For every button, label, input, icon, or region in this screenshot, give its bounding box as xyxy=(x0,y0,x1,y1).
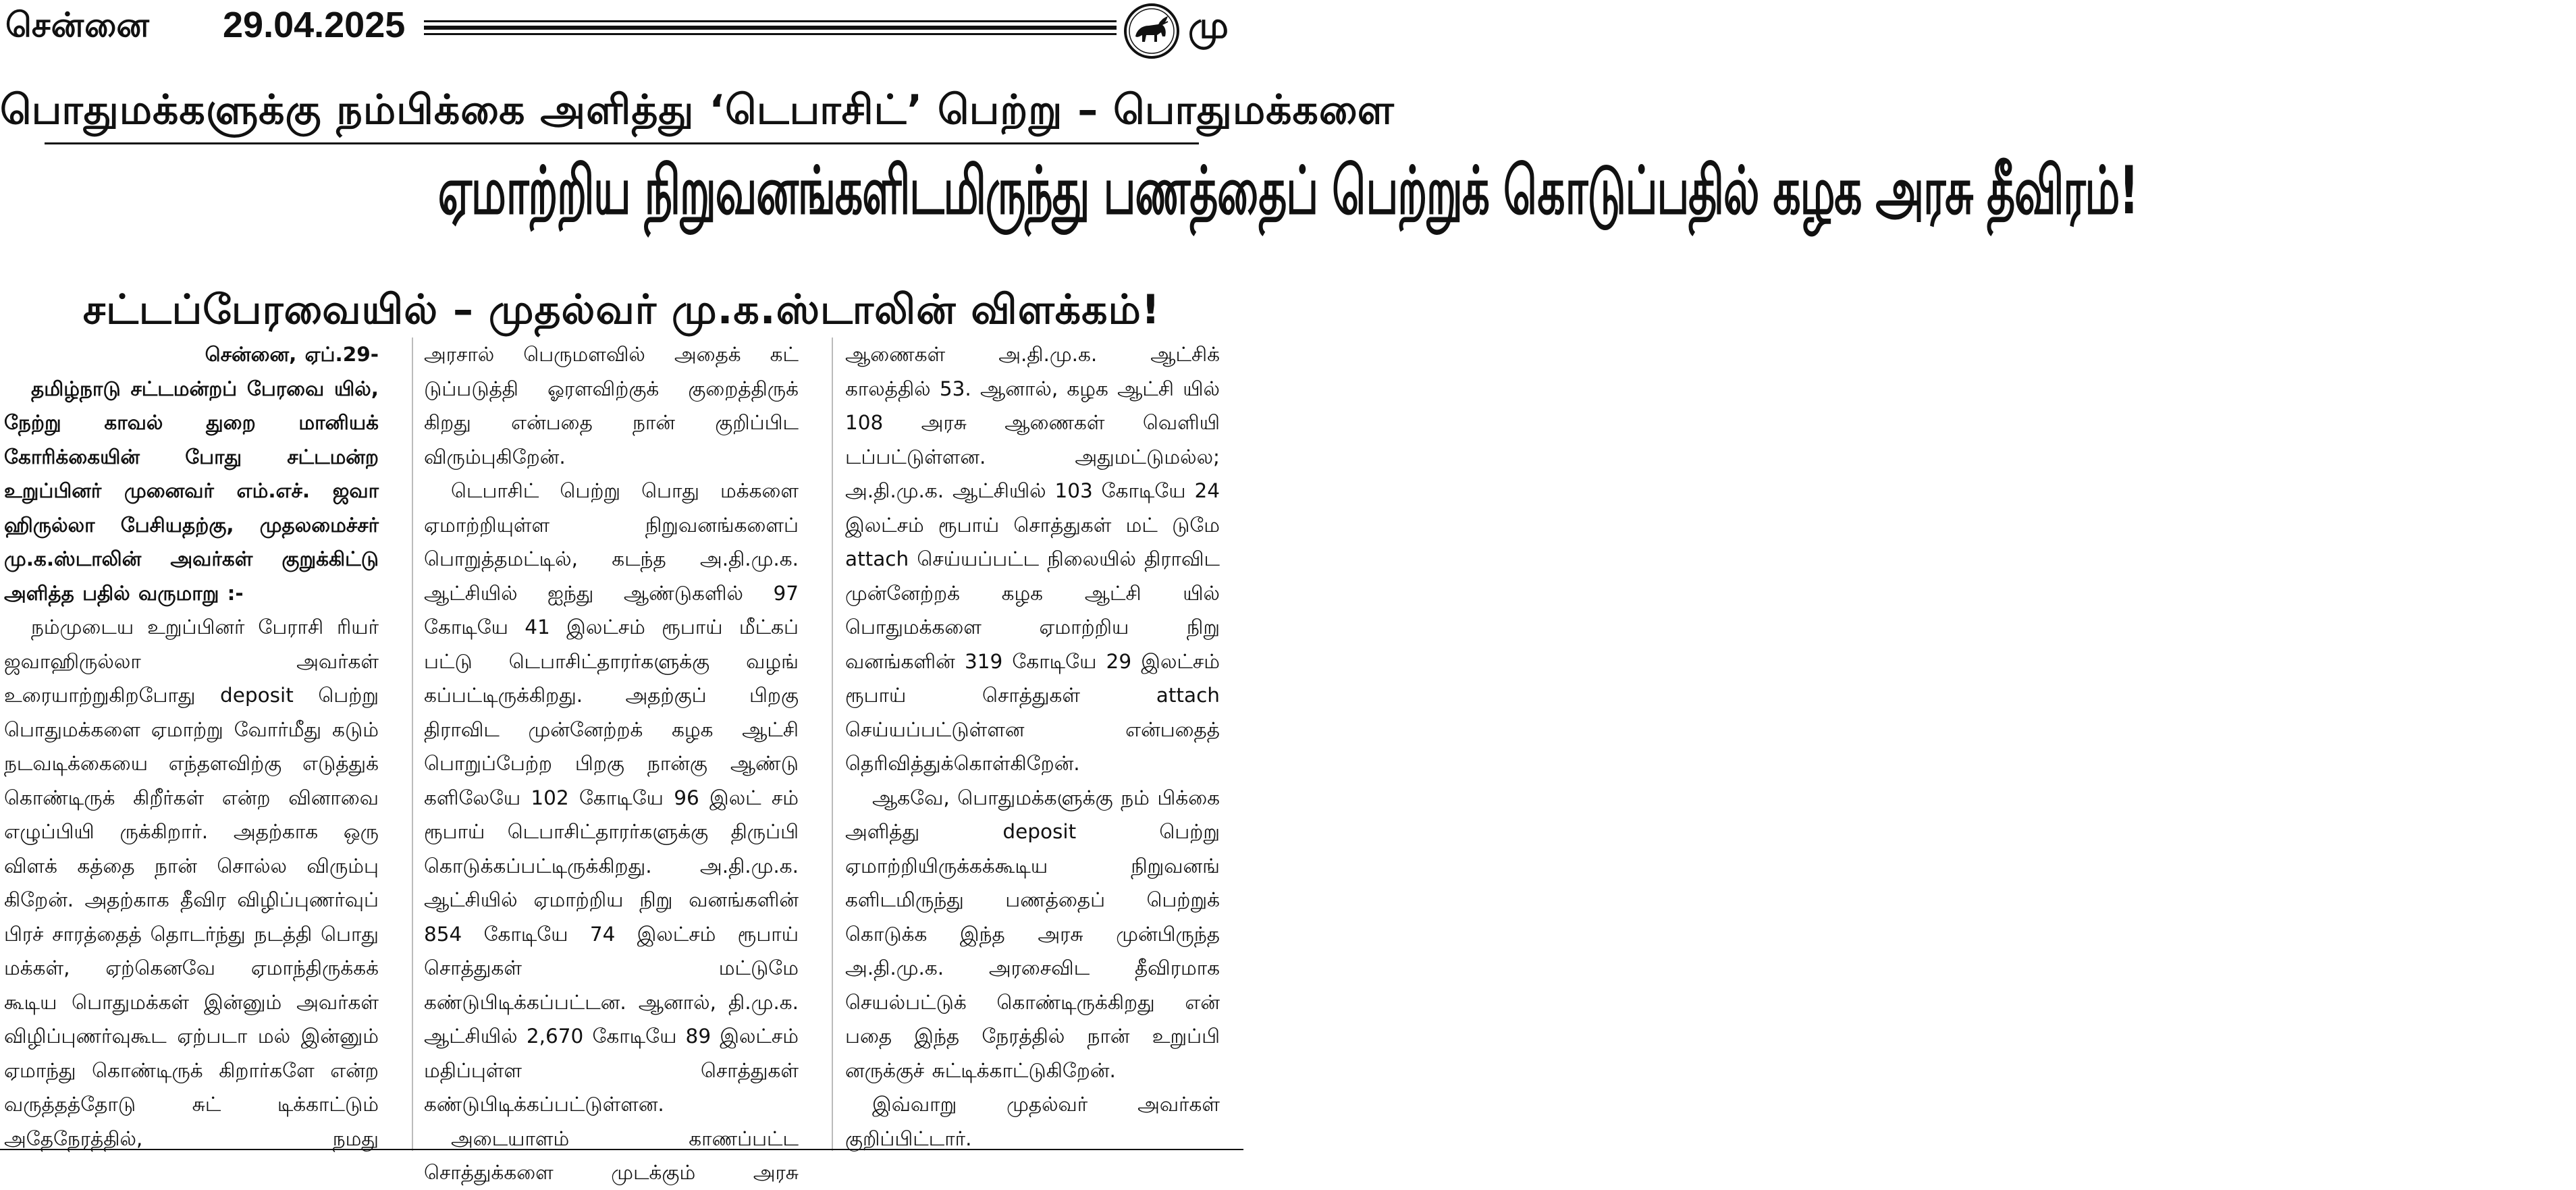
headline-deck-3: சட்டப்பேரவையில் – முதல்வர் மு.க.ஸ்டாலின் விளக்கம்! xyxy=(82,286,1161,333)
article-dateline: சென்னை, ஏப்.29- xyxy=(205,343,379,366)
article-paragraph: ஆகவே, பொதுமக்களுக்கு நம் பிக்கை அளித்து deposit பெற்று ஏமாற்றியிருக்கக்கூடிய நிறுவனங் களிடமிருந்து பணத்தைப் பெற்றுக் கொடுக்க இந்த அரசு முன்பிருந்த அ.தி.மு.க. அரசைவிட தீவிரமாக செயல்பட்டுக் கொண்டிருக்கிறது என் பதை இந்த நேரத்தில் நான் உறுப்பி னருக்குச் சுட்டிக்காட்டுகிறேன். xyxy=(845,786,1220,1082)
column-divider xyxy=(412,337,413,1151)
article-column-1 xyxy=(4,337,379,1156)
article-paragraph: இவ்வாறு முதல்வர் அவர்கள் குறிப்பிட்டார். xyxy=(845,1093,1220,1150)
masthead-date: 29.04.2025 xyxy=(223,5,406,45)
masthead-place: சென்னை xyxy=(5,5,150,45)
headline-deck-1: பொதுமக்களுக்கு நம்பிக்கை அளித்து ‘டெபாசிட்’ பெற்று – பொதுமக்களை xyxy=(0,86,1395,134)
article-paragraph: அரசால் பெருமளவில் அதைக் கட் டுப்படுத்தி ஓரளவிற்குக் குறைத்திருக் கிறது என்பதை நான் குறிப்பிட விரும்புகிறேன். xyxy=(424,343,799,468)
article-paragraph: நம்முடைய உறுப்பினர் பேராசி ரியர் ஜவாஹிருல்லா அவர்கள் உரையாற்றுகிறபோது deposit பெற்று பொதுமக்களை ஏமாற்று வோர்மீது கடும் நடவடிக்கையை எந்தளவிற்கு எடுத்துக் கொண்டிருக் கிறீர்கள் என்ற வினாவை எழுப்பியி ருக்கிறார். அதற்காக ஒரு விளக் கத்தை நான் சொல்ல விரும்பு கிறேன். அதற்காக தீவிர விழிப்புணர்வுப் பிரச் சாரத்தைத் தொடர்ந்து நடத்தி பொது மக்கள், ஏற்கெனவே ஏமாந்திருக்கக் கூடிய பொதுமக்கள் இன்னும் அவர்கள் விழிப்புணர்வுகூட ஏற்படா மல் இன்னும் ஏமாந்து கொண்டிருக் கிறார்களே என்ற வருத்தத்தோடு சுட் டிக்காட்டும் அதேநேரத்தில், நமது xyxy=(4,616,379,1150)
article-column-3 xyxy=(845,337,1220,1156)
article-column-2 xyxy=(424,337,799,1190)
article-paragraph: அடையாளம் காணப்பட்ட சொத்துக்களை முடக்கும் அரசு xyxy=(424,1127,799,1184)
headline-main-wrapper xyxy=(0,153,2139,238)
article-paragraph: டெபாசிட் பெற்று பொது மக்களை ஏமாற்றியுள்ள நிறுவனங்களைப் பொறுத்தமட்டில், கடந்த அ.தி.மு.க. ஆட்சியில் ஐந்து ஆண்டுகளில் 97 கோடியே 41 இலட்சம் ரூபாய் மீட்கப் பட்டு டெபாசிட்தாரர்களுக்கு வழங் கப்பட்டிருக்கிறது. அதற்குப் பிறகு திராவிட முன்னேற்றக் கழக ஆட்சி பொறுப்பேற்ற பிறகு நான்கு ஆண்டு களிலேயே 102 கோடியே 96 இலட் சம் ரூபாய் டெபாசிட்தாரர்களுக்கு திருப்பி கொடுக்கப்பட்டிருக்கிறது. அ.தி.மு.க. ஆட்சியில் ஏமாற்றிய நிறு வனங்களின் 854 கோடியே 74 இலட்சம் ரூபாய் சொத்துகள் மட்டுமே கண்டுபிடிக்கப்பட்டன. ஆனால், தி.மு.க. ஆட்சியில் 2,670 கோடியே 89 இலட்சம் மதிப்புள்ள சொத்துகள் கண்டுபிடிக்கப்பட்டுள்ளன. xyxy=(424,479,799,1116)
bottom-rule xyxy=(0,1149,1243,1153)
headline-main: ஏமாற்றிய நிறுவனங்களிடமிருந்து பணத்தைப் பெற்றுக் கொடுப்பதில் கழக அரசு தீவிரம்! xyxy=(437,153,2139,229)
masthead-rule xyxy=(424,20,1117,36)
bull-emblem-icon xyxy=(1123,3,1180,59)
masthead xyxy=(0,0,1243,61)
article-paragraph: ஆணைகள் அ.தி.மு.க. ஆட்சிக் காலத்தில் 53. ஆனால், கழக ஆட்சி யில் 108 அரசு ஆணைகள் வெளியி டப்பட்டுள்ளன. அதுமட்டுமல்ல; அ.தி.மு.க. ஆட்சியில் 103 கோடியே 24 இலட்சம் ரூபாய் சொத்துகள் மட் டுமே attach செய்யப்பட்ட நிலையில் திராவிட முன்னேற்றக் கழக ஆட்சி யில் பொதுமக்களை ஏமாற்றிய நிறு வனங்களின் 319 கோடியே 29 இலட்சம் ரூபாய் சொத்துகள் attach செய்யப்பட்டுள்ளன என்பதைத் தெரிவித்துக்கொள்கிறேன். xyxy=(845,343,1220,775)
masthead-cut-text: மு xyxy=(1188,4,1229,47)
column-divider xyxy=(832,337,833,1151)
article-lead: தமிழ்நாடு சட்டமன்றப் பேரவை யில், நேற்று காவல் துறை மானியக் கோரிக்கையின் போது சட்டமன்ற உறுப்பினர் முனைவர் எம்.எச். ஜவா ஹிருல்லா பேசியதற்கு, முதலமைச்சர் மு.க.ஸ்டாலின் அவர்கள் குறுக்கிட்டு அளித்த பதில் வருமாறு :- xyxy=(4,377,379,605)
headline-rule xyxy=(45,142,1199,144)
